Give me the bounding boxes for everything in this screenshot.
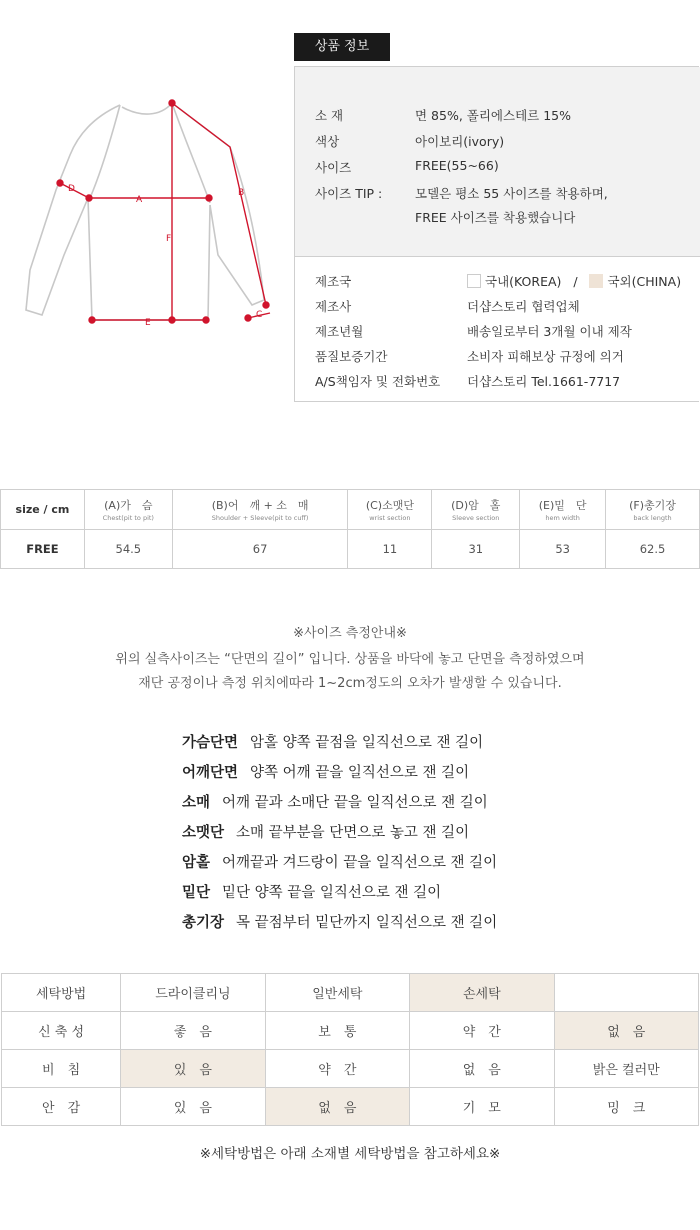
label-c: C [256,310,263,320]
measure-guide-line2: 재단 공정이나 측정 위치에따라 1~2cm정도의 오차가 발생할 수 있습니다. [138,676,562,691]
wash-cell-selected: 손세탁 [410,974,554,1012]
wash-cell: 약 간 [265,1050,409,1088]
label-d: D [68,184,75,194]
size-header-cell: (E)밑 단 hem width [520,490,606,530]
size-header-cell: (A)가 슴 Chest(pit to pit) [84,490,172,530]
material-label: 소 재 [315,108,344,123]
product-info-tab: 상품 정보 [294,33,390,61]
definition-item: 소맷단 소매 끝부분을 단면으로 놓고 잰 길이 [182,825,470,841]
measure-guide-line1: 위의 실측사이즈는 “단면의 길이” 입니다. 상품을 바닥에 놓고 단면을 측정하였으며 [115,652,585,667]
date-label: 제조년월 [315,324,364,339]
wash-cell-selected: 있 음 [121,1050,265,1088]
wash-cell: 보 통 [265,1012,409,1050]
product-info-summary [295,67,700,257]
size-header-cell: (D)암 홀 Sleeve section [432,490,520,530]
label-e: E [145,318,151,328]
warranty-label: 품질보증기간 [315,349,388,364]
size-table-row [1,530,700,569]
origin-value [467,272,681,290]
wash-cell: 좋 음 [121,1012,265,1050]
checkbox-korea [467,274,481,288]
size-tip-label: 사이즈 TIP : [315,186,383,201]
definition-item: 암홀 어깨끝과 겨드랑이 끝을 일직선으로 잰 길이 [182,855,498,871]
size-tip-line1: 모델은 평소 55 사이즈를 착용하며, [415,186,608,201]
maker-value: 더샵스토리 협력업체 [467,299,580,314]
wash-cell: 기 모 [410,1088,554,1126]
origin-separator: / [573,274,578,289]
wash-cell: 없 음 [410,1050,554,1088]
wash-cell: 약 간 [410,1012,554,1050]
color-label: 색상 [315,134,340,149]
definition-item: 총기장 목 끝점부터 밑단까지 일직선으로 잰 길이 [182,915,498,931]
label-a: A [136,195,143,205]
as-label: A/S책임자 및 전화번호 [315,374,441,389]
origin-label: 제조국 [315,274,352,289]
size-header-cell: size / cm [1,490,85,530]
size-cell: 11 [348,530,432,569]
shirt-outline [26,103,264,320]
as-value: 더샵스토리 Tel.1661-7717 [467,374,621,389]
wash-cell: 있 음 [121,1088,265,1126]
wash-row [2,1012,699,1050]
wash-cell: 밍 크 [554,1088,698,1126]
size-cell: 54.5 [84,530,172,569]
wash-cell [554,974,698,1012]
wash-cell: 드라이클리닝 [121,974,265,1012]
size-cell: 31 [432,530,520,569]
size-table [0,489,700,569]
color-value: 아이보리(ivory) [415,134,505,149]
size-label: 사이즈 [315,160,352,175]
size-cell: FREE [1,530,85,569]
wash-row [2,1050,699,1088]
size-tip-line2: FREE 사이즈를 착용했습니다 [415,210,576,225]
measure-guide-title: ※사이즈 측정안내※ [293,626,407,641]
label-b: B [238,188,245,198]
definition-item: 밑단 밑단 양쪽 끝을 일직선으로 잰 길이 [182,885,442,901]
maker-label: 제조사 [315,299,352,314]
garment-measurement-diagram [20,95,280,335]
material-value: 면 85%, 폴리에스테르 15% [415,108,571,123]
checkbox-china [589,274,603,288]
wash-cell: 신 축 성 [2,1012,121,1050]
size-table-header-row [1,490,700,530]
wash-cell: 안 감 [2,1088,121,1126]
wash-cell-selected: 없 음 [265,1088,409,1126]
wash-cell: 세탁방법 [2,974,121,1012]
product-info-box [294,66,699,402]
origin-korea: 국내(KOREA) [485,274,562,289]
size-header-cell: (C)소맷단 wrist section [348,490,432,530]
wash-cell: 비 침 [2,1050,121,1088]
definition-item: 소매 어깨 끝과 소매단 끝을 일직선으로 잰 길이 [182,795,488,811]
wash-table [1,973,699,1126]
origin-china: 국외(CHINA) [607,274,682,289]
wash-row [2,974,699,1012]
size-header-cell: (F)총기장 back length [606,490,700,530]
wash-footer-note: ※세탁방법은 아래 소재별 세탁방법을 참고하세요※ [199,1146,501,1162]
date-value: 배송일로부터 3개월 이내 제작 [467,324,632,339]
definition-item: 어깨단면 양쪽 어깨 끝을 일직선으로 잰 길이 [182,765,470,781]
wash-row [2,1088,699,1126]
size-header-cell: (B)어 깨 + 소 매 Shoulder + Sleeve(pit to cuff) [172,490,348,530]
size-value: FREE(55~66) [415,158,499,173]
wash-cell: 밝은 컬러만 [554,1050,698,1088]
definition-item: 가슴단면 암홀 양쪽 끝점을 일직선으로 잰 길이 [182,735,484,751]
wash-cell-selected: 없 음 [554,1012,698,1050]
size-cell: 62.5 [606,530,700,569]
size-cell: 53 [520,530,606,569]
size-cell: 67 [172,530,348,569]
wash-cell: 일반세탁 [265,974,409,1012]
label-f: F [166,234,172,244]
warranty-value: 소비자 피해보상 규정에 의거 [467,349,624,364]
